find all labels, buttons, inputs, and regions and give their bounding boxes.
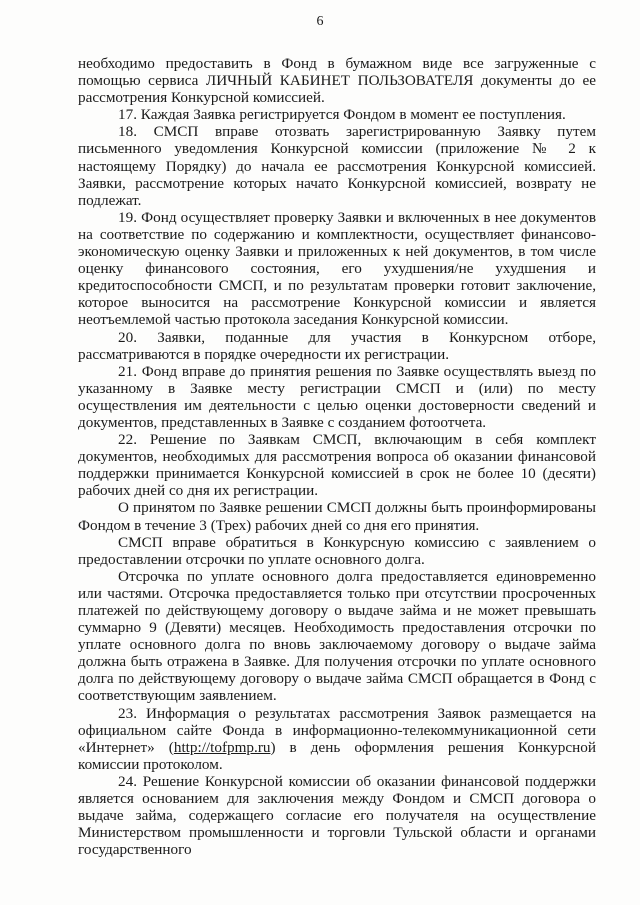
paragraph-20: 20. Заявки, поданные для участия в Конкурсном отборе, рассматриваются в порядке очередности их регистрации.	[78, 328, 596, 363]
paragraph-21: 21. Фонд вправе до принятия решения по Заявке осуществлять выезд по указанному в Заявке месту регистрации СМСП и (или) по месту осуществления им деятельности с целью оценки достоверности сведений и документов, представленных в Заявке с созданием фотоотчета.	[78, 362, 596, 431]
paragraph-22-notification: О принятом по Заявке решении СМСП должны быть проинформированы Фондом в течение 3 (Трех) рабочих дней со дня его принятия.	[78, 499, 596, 534]
document-body	[78, 55, 596, 858]
paragraph-16-continuation: необходимо предоставить в Фонд в бумажном виде все загруженные с помощью сервиса ЛИЧНЫЙ КАБИНЕТ ПОЛЬЗОВАТЕЛЯ документы до ее рассмотрения Конкурсной комиссией.	[78, 55, 596, 107]
paragraph-24: 24. Решение Конкурсной комиссии об оказании финансовой поддержки является основанием для заключения между Фондом и СМСП договора о выдаче займа, содержащего согласие его получателя на осуществление Министерством промышленности и торговли Тульской области и органами государственного	[78, 772, 596, 859]
paragraph-22-deferral-right: СМСП вправе обратиться в Конкурсную комиссию с заявлением о предоставлении отсрочки по уплате основного долга.	[78, 533, 596, 568]
paragraph-19: 19. Фонд осуществляет проверку Заявки и включенных в нее документов на соответствие по содержанию и комплектности, осуществляет финансово-экономическую оценку Заявки и приложенных к ней документов, в том числе оценку финансового состояния, его ухудшения/не ухудшения и кредитоспособности СМСП, и по результатам проверки готовит заключение, которое выносится на рассмотрение Конкурсной комиссии и является неотъемлемой частью протокола заседания Конкурсной комиссии.	[78, 208, 596, 329]
paragraph-22: 22. Решение по Заявкам СМСП, включающим в себя комплект документов, необходимых для рассмотрения вопроса об оказании финансовой поддержки принимается Конкурсной комиссией в срок не более 10 (десяти) рабочих дней со дня их регистрации.	[78, 431, 596, 500]
paragraph-23-after: ) в день оформления решения Конкурсной комиссии протоколом.	[78, 738, 596, 773]
paragraph-22-deferral-terms: Отсрочка по уплате основного долга предоставляется единовременно или частями. Отсрочка предоставляется только при отсутствии просроченных платежей по действующему договору о выдаче займа и не может превышать суммарно 9 (Девяти) месяцев. Необходимость предоставления отсрочки по уплате основного долга по вновь заключаемому договору о выдаче займа должна быть отражена в Заявке. Для получения отсрочки по уплате основного долга по действующему договору о выдаче займа СМСП обращается в Фонд с соответствующим заявлением.	[78, 567, 596, 705]
paragraph-23-before: 23. Информация о результатах рассмотрения Заявок размещается на официальном сайте Фонда в информационно-телекоммуникационной сети «Интернет» (	[78, 704, 596, 756]
paragraph-17: 17. Каждая Заявка регистрируется Фондом в момент ее поступления.	[118, 106, 566, 124]
page-number: 6	[316, 14, 324, 29]
paragraph-23	[78, 705, 596, 773]
fund-website-link[interactable]: http://tofpmp.ru	[173, 738, 271, 756]
paragraph-18: 18. СМСП вправе отозвать зарегистрированную Заявку путем письменного уведомления Конкурсной комиссии (приложение № 2 к настоящему Порядку) до начала ее рассмотрения Конкурсной комиссией. Заявки, рассмотрение которых начато Конкурсной комиссией, возврату не подлежат.	[78, 123, 596, 209]
